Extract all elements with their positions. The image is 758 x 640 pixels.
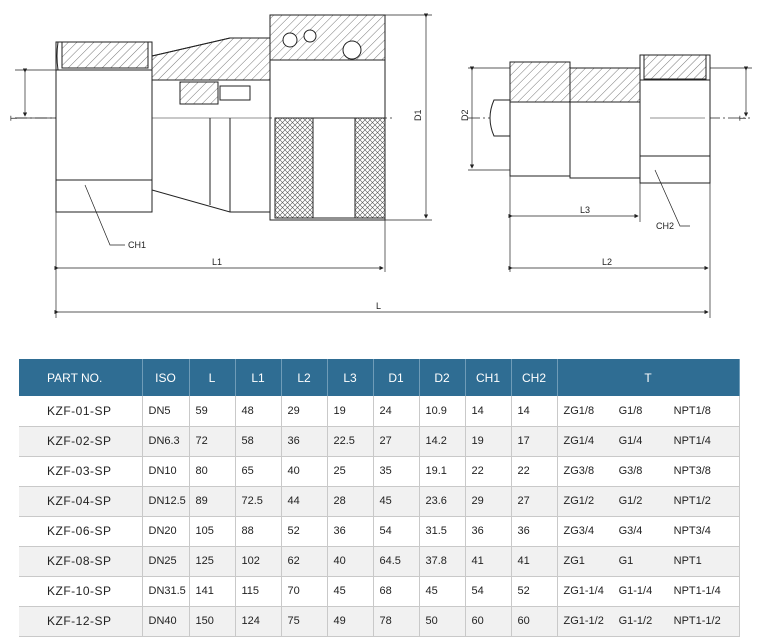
cell-l3: 22.5: [327, 426, 373, 456]
cell-l3: 45: [327, 576, 373, 606]
thread-zg: ZG1-1/4: [563, 585, 604, 597]
cell-d1: 27: [373, 426, 419, 456]
cell-d2: 50: [419, 606, 465, 636]
cell-ch2: 27: [511, 486, 557, 516]
label-t-left: T: [9, 115, 19, 121]
thread-npt: NPT1/4: [673, 435, 711, 447]
cell-part: KZF-02-SP: [19, 426, 142, 456]
cell-thread: [557, 396, 739, 426]
cell-l1: 124: [235, 606, 281, 636]
cell-iso: DN20: [142, 516, 189, 546]
cell-part: KZF-10-SP: [19, 576, 142, 606]
cell-l1: 115: [235, 576, 281, 606]
thread-npt: NPT3/8: [673, 465, 711, 477]
cell-d1: 35: [373, 456, 419, 486]
cell-l2: 44: [281, 486, 327, 516]
cell-l: 89: [189, 486, 235, 516]
cell-ch1: 54: [465, 576, 511, 606]
cell-l1: 65: [235, 456, 281, 486]
cell-l: 150: [189, 606, 235, 636]
cell-l2: 29: [281, 396, 327, 426]
cell-l2: 52: [281, 516, 327, 546]
header-part-no: PART NO.: [19, 359, 142, 396]
cell-iso: DN6.3: [142, 426, 189, 456]
cell-ch1: 14: [465, 396, 511, 426]
cell-l1: 48: [235, 396, 281, 426]
thread-npt: NPT1/2: [673, 495, 711, 507]
cell-ch2: 17: [511, 426, 557, 456]
cell-ch1: 19: [465, 426, 511, 456]
cell-l: 59: [189, 396, 235, 426]
thread-npt: NPT1/8: [673, 404, 711, 417]
cell-ch2: 14: [511, 396, 557, 426]
header-l1: L1: [235, 359, 281, 396]
cell-l3: 40: [327, 546, 373, 576]
cell-iso: DN40: [142, 606, 189, 636]
cell-l2: 75: [281, 606, 327, 636]
cell-l2: 70: [281, 576, 327, 606]
cell-part: KZF-06-SP: [19, 516, 142, 546]
cell-part: KZF-12-SP: [19, 606, 142, 636]
table-header-row: [19, 359, 739, 396]
cell-l3: 49: [327, 606, 373, 636]
cell-ch1: 22: [465, 456, 511, 486]
cell-d1: 64.5: [373, 546, 419, 576]
thread-npt: NPT1-1/2: [673, 615, 721, 627]
thread-npt: NPT1-1/4: [673, 585, 721, 597]
label-t-right: T: [738, 115, 748, 121]
label-l2: L2: [602, 257, 613, 267]
thread-g: G3/8: [618, 465, 643, 477]
cell-l1: 102: [235, 546, 281, 576]
cell-ch1: 60: [465, 606, 511, 636]
label-ch1: CH1: [128, 240, 147, 250]
thread-npt: NPT3/4: [673, 525, 711, 537]
cell-d2: 31.5: [419, 516, 465, 546]
header-l2: L2: [281, 359, 327, 396]
thread-zg: ZG1: [563, 555, 585, 567]
cell-d1: 78: [373, 606, 419, 636]
cell-d2: 23.6: [419, 486, 465, 516]
table-row: [19, 396, 739, 426]
cell-thread: [557, 486, 739, 516]
cell-l: 141: [189, 576, 235, 606]
cell-iso: DN25: [142, 546, 189, 576]
cell-iso: DN31.5: [142, 576, 189, 606]
cell-l: 105: [189, 516, 235, 546]
thread-zg: ZG1/2: [563, 495, 595, 507]
cell-ch1: 29: [465, 486, 511, 516]
cell-l3: 19: [327, 396, 373, 426]
cell-thread: [557, 426, 739, 456]
label-l1: L1: [212, 257, 223, 267]
cell-iso: DN5: [142, 396, 189, 426]
cell-d2: 19.1: [419, 456, 465, 486]
header-ch2: CH2: [511, 359, 557, 396]
cell-iso: DN10: [142, 456, 189, 486]
cell-part: KZF-01-SP: [19, 396, 142, 426]
cell-ch2: 41: [511, 546, 557, 576]
thread-g: G1/8: [618, 404, 643, 417]
cell-l1: 88: [235, 516, 281, 546]
cell-d2: 45: [419, 576, 465, 606]
cell-l3: 25: [327, 456, 373, 486]
table-row: [19, 546, 739, 576]
cell-ch2: 22: [511, 456, 557, 486]
table-row: [19, 606, 739, 636]
cell-l: 125: [189, 546, 235, 576]
thread-zg: ZG3/8: [563, 465, 595, 477]
cell-thread: [557, 576, 739, 606]
cell-ch2: 36: [511, 516, 557, 546]
label-d2: D2: [460, 109, 470, 121]
cell-l: 72: [189, 426, 235, 456]
table-row: [19, 516, 739, 546]
thread-g: G1-1/4: [618, 585, 653, 597]
cell-thread: [557, 456, 739, 486]
cell-iso: DN12.5: [142, 486, 189, 516]
cell-l1: 58: [235, 426, 281, 456]
cell-l3: 36: [327, 516, 373, 546]
cell-l3: 28: [327, 486, 373, 516]
thread-zg: ZG1/8: [563, 404, 595, 417]
header-iso: ISO: [142, 359, 189, 396]
table-row: [19, 456, 739, 486]
thread-g: G1: [618, 555, 634, 567]
thread-g: G1-1/2: [618, 615, 653, 627]
header-l: L: [189, 359, 235, 396]
cell-ch2: 52: [511, 576, 557, 606]
thread-g: G1/2: [618, 495, 643, 507]
male-plug: [468, 55, 750, 183]
cell-d2: 37.8: [419, 546, 465, 576]
table-row: [19, 426, 739, 456]
cell-thread: [557, 606, 739, 636]
header-d2: D2: [419, 359, 465, 396]
cell-part: KZF-08-SP: [19, 546, 142, 576]
cell-l: 80: [189, 456, 235, 486]
table-row: [19, 486, 739, 516]
cell-ch1: 41: [465, 546, 511, 576]
cell-part: KZF-03-SP: [19, 456, 142, 486]
cell-l2: 40: [281, 456, 327, 486]
female-coupler: [15, 15, 395, 220]
cell-d1: 68: [373, 576, 419, 606]
cell-d1: 54: [373, 516, 419, 546]
header-ch1: CH1: [465, 359, 511, 396]
label-l3: L3: [580, 205, 591, 215]
thread-g: G1/4: [618, 435, 643, 447]
thread-zg: ZG1/4: [563, 435, 595, 447]
header-t: T: [557, 359, 739, 396]
cell-l2: 36: [281, 426, 327, 456]
cell-ch1: 36: [465, 516, 511, 546]
label-d1: D1: [413, 109, 423, 121]
cell-thread: [557, 516, 739, 546]
header-d1: D1: [373, 359, 419, 396]
cell-d1: 45: [373, 486, 419, 516]
thread-npt: NPT1: [673, 555, 702, 567]
thread-zg: ZG3/4: [563, 525, 595, 537]
cell-ch2: 60: [511, 606, 557, 636]
thread-g: G3/4: [618, 525, 643, 537]
thread-zg: ZG1-1/2: [563, 615, 604, 627]
cell-d1: 24: [373, 396, 419, 426]
label-ch2: CH2: [656, 221, 675, 231]
table-row: [19, 576, 739, 606]
cell-thread: [557, 546, 739, 576]
cell-l2: 62: [281, 546, 327, 576]
specification-table: [19, 359, 740, 637]
cell-d2: 10.9: [419, 396, 465, 426]
cell-part: KZF-04-SP: [19, 486, 142, 516]
header-l3: L3: [327, 359, 373, 396]
cell-l1: 72.5: [235, 486, 281, 516]
cell-d2: 14.2: [419, 426, 465, 456]
label-l: L: [376, 301, 382, 311]
